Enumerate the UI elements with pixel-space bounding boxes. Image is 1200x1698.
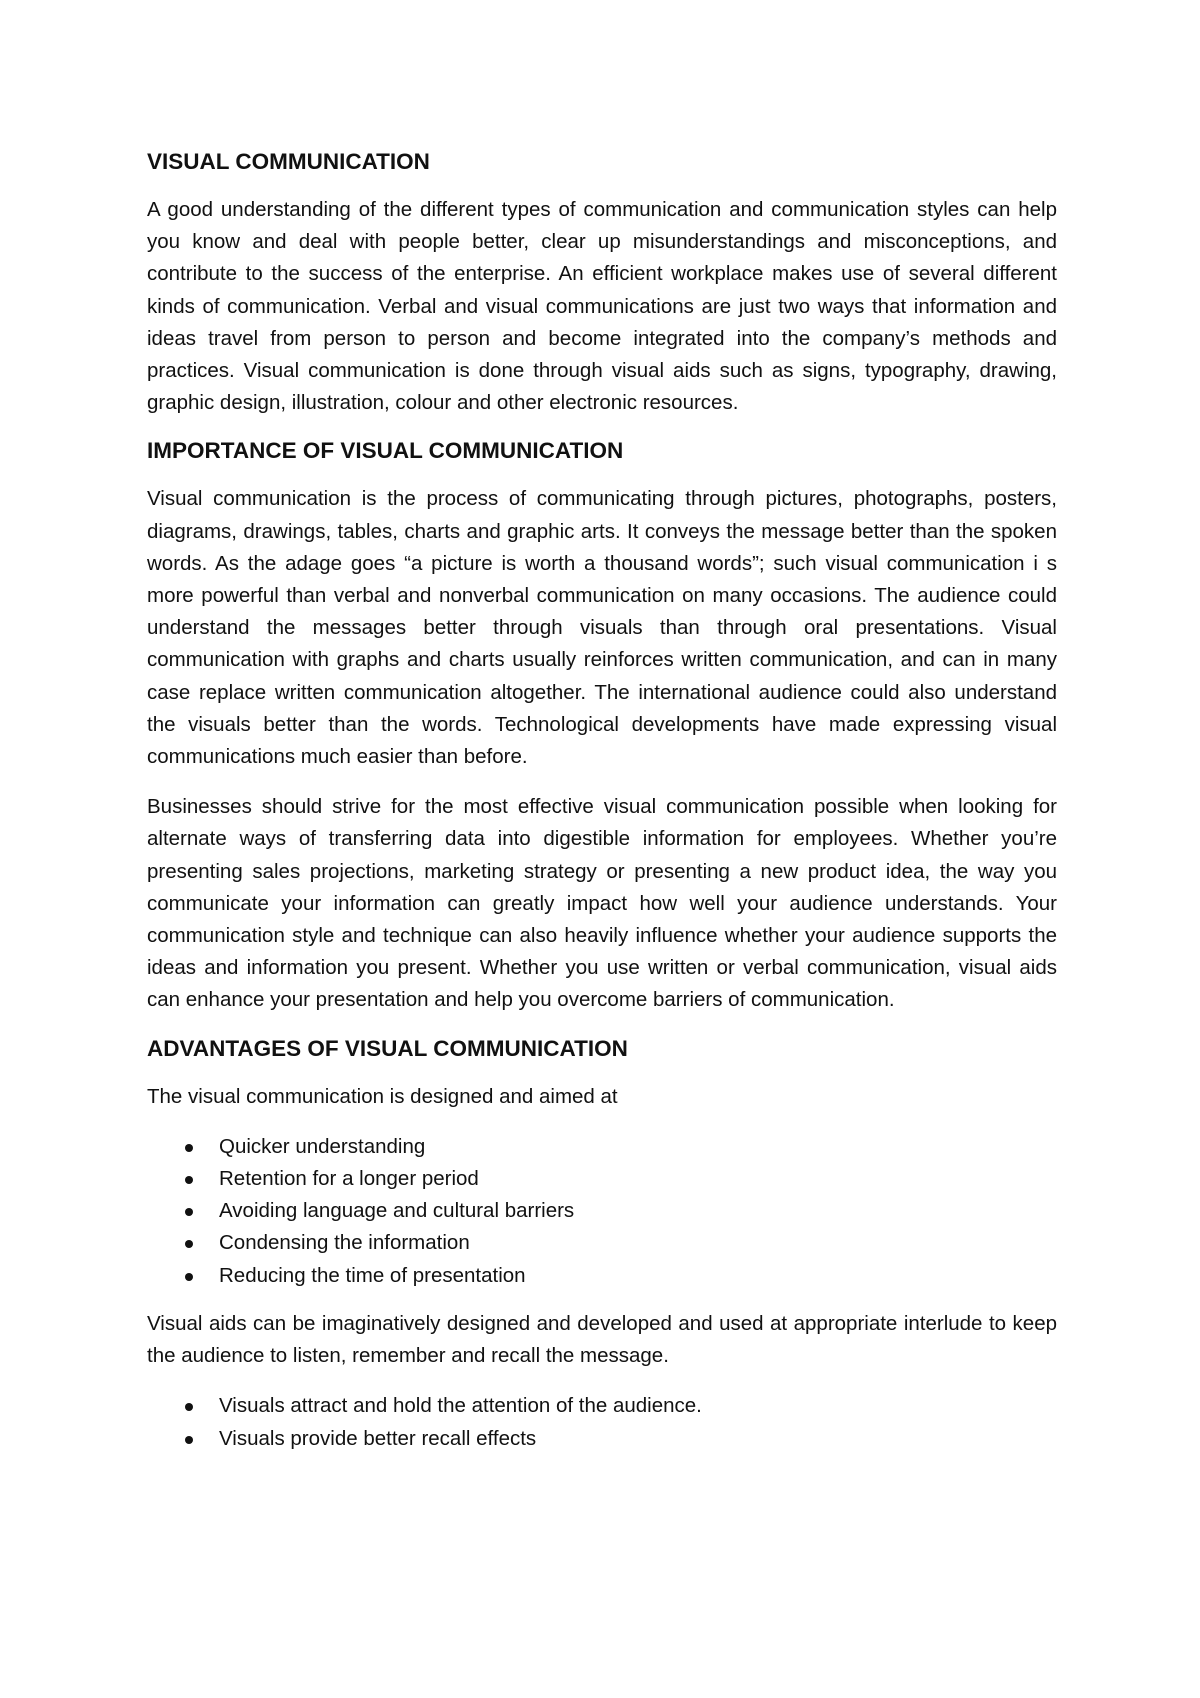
list-item xyxy=(147,1260,1057,1292)
bullet-icon xyxy=(185,1240,193,1248)
advantages-list xyxy=(147,1131,1057,1292)
bullet-icon xyxy=(185,1273,193,1281)
list-item-text: Visuals attract and hold the attention of the audience. xyxy=(219,1394,702,1418)
paragraph-businesses: Businesses should strive for the most effective visual communication possible when looking for alternate ways of transferring data into digestible information for employees. Whether you’re presenting sales projections, marketing strategy or presenting a new product idea, the way you communicate your information can greatly impact how well your audience understands. Your communication style and technique can also heavily influence whether your audience supports the ideas and information you present. Whether you use written or verbal communication, visual aids can enhance your presentation and help you overcome barriers of communication. xyxy=(147,795,1057,1012)
list-item-text: Avoiding language and cultural barriers xyxy=(219,1199,575,1223)
bullet-icon xyxy=(185,1208,193,1216)
list-item xyxy=(147,1390,1057,1422)
list-item-text: Quicker understanding xyxy=(219,1134,426,1158)
visuals-list xyxy=(147,1390,1057,1454)
list-item-text: Visuals provide better recall effects xyxy=(219,1426,537,1450)
bullet-icon xyxy=(185,1144,193,1152)
paragraph-intro: A good understanding of the different types of communication and communication styles can help you know and deal with people better, clear up misunderstandings and misconceptions, and contribute to the success of the enterprise. An efficient workplace makes use of several different kinds of communication. Verbal and visual communications are just two ways that information and ideas travel from person to person and become integrated into the company’s methods and practices. Visual communication is done through visual aids such as signs, typography, drawing, graphic design, illustration, colour and other electronic resources. xyxy=(147,198,1057,415)
list-item xyxy=(147,1195,1057,1227)
paragraph-aimed-at: The visual communication is designed and aimed at xyxy=(147,1084,618,1108)
list-item xyxy=(147,1423,1057,1455)
list-item xyxy=(147,1163,1057,1195)
heading-importance: IMPORTANCE OF VISUAL COMMUNICATION xyxy=(147,438,624,464)
bullet-icon xyxy=(185,1403,193,1411)
list-item-text: Reducing the time of presentation xyxy=(219,1263,526,1287)
heading-visual-communication: VISUAL COMMUNICATION xyxy=(147,149,430,174)
paragraph-importance: Visual communication is the process of communicating through pictures, photographs, posters, diagrams, drawings, tables, charts and graphic arts. It conveys the message better than the spoken words. As the adage goes “a picture is worth a thousand words”; such visual communication i s more powerful than verbal and nonverbal communication on many occasions. The audience could understand the messages better through visuals than through oral presentations. Visual communication with graphs and charts usually reinforces written communication, and can in many case replace written communication altogether. The international audience could also understand the visuals better than the words. Technological developments have made expressing visual communications much easier than before. xyxy=(147,487,1057,769)
list-item xyxy=(147,1227,1057,1259)
list-item xyxy=(147,1131,1057,1163)
list-item-text: Condensing the information xyxy=(219,1231,470,1255)
bullet-icon xyxy=(185,1176,193,1184)
paragraph-visual-aids: Visual aids can be imaginatively designed and developed and used at appropriate interlude to keep the audience to listen, remember and recall the message. xyxy=(147,1311,1057,1368)
heading-advantages: ADVANTAGES OF VISUAL COMMUNICATION xyxy=(147,1035,628,1061)
document-page xyxy=(147,148,1057,1471)
list-item-text: Retention for a longer period xyxy=(219,1167,479,1191)
bullet-icon xyxy=(185,1436,193,1444)
